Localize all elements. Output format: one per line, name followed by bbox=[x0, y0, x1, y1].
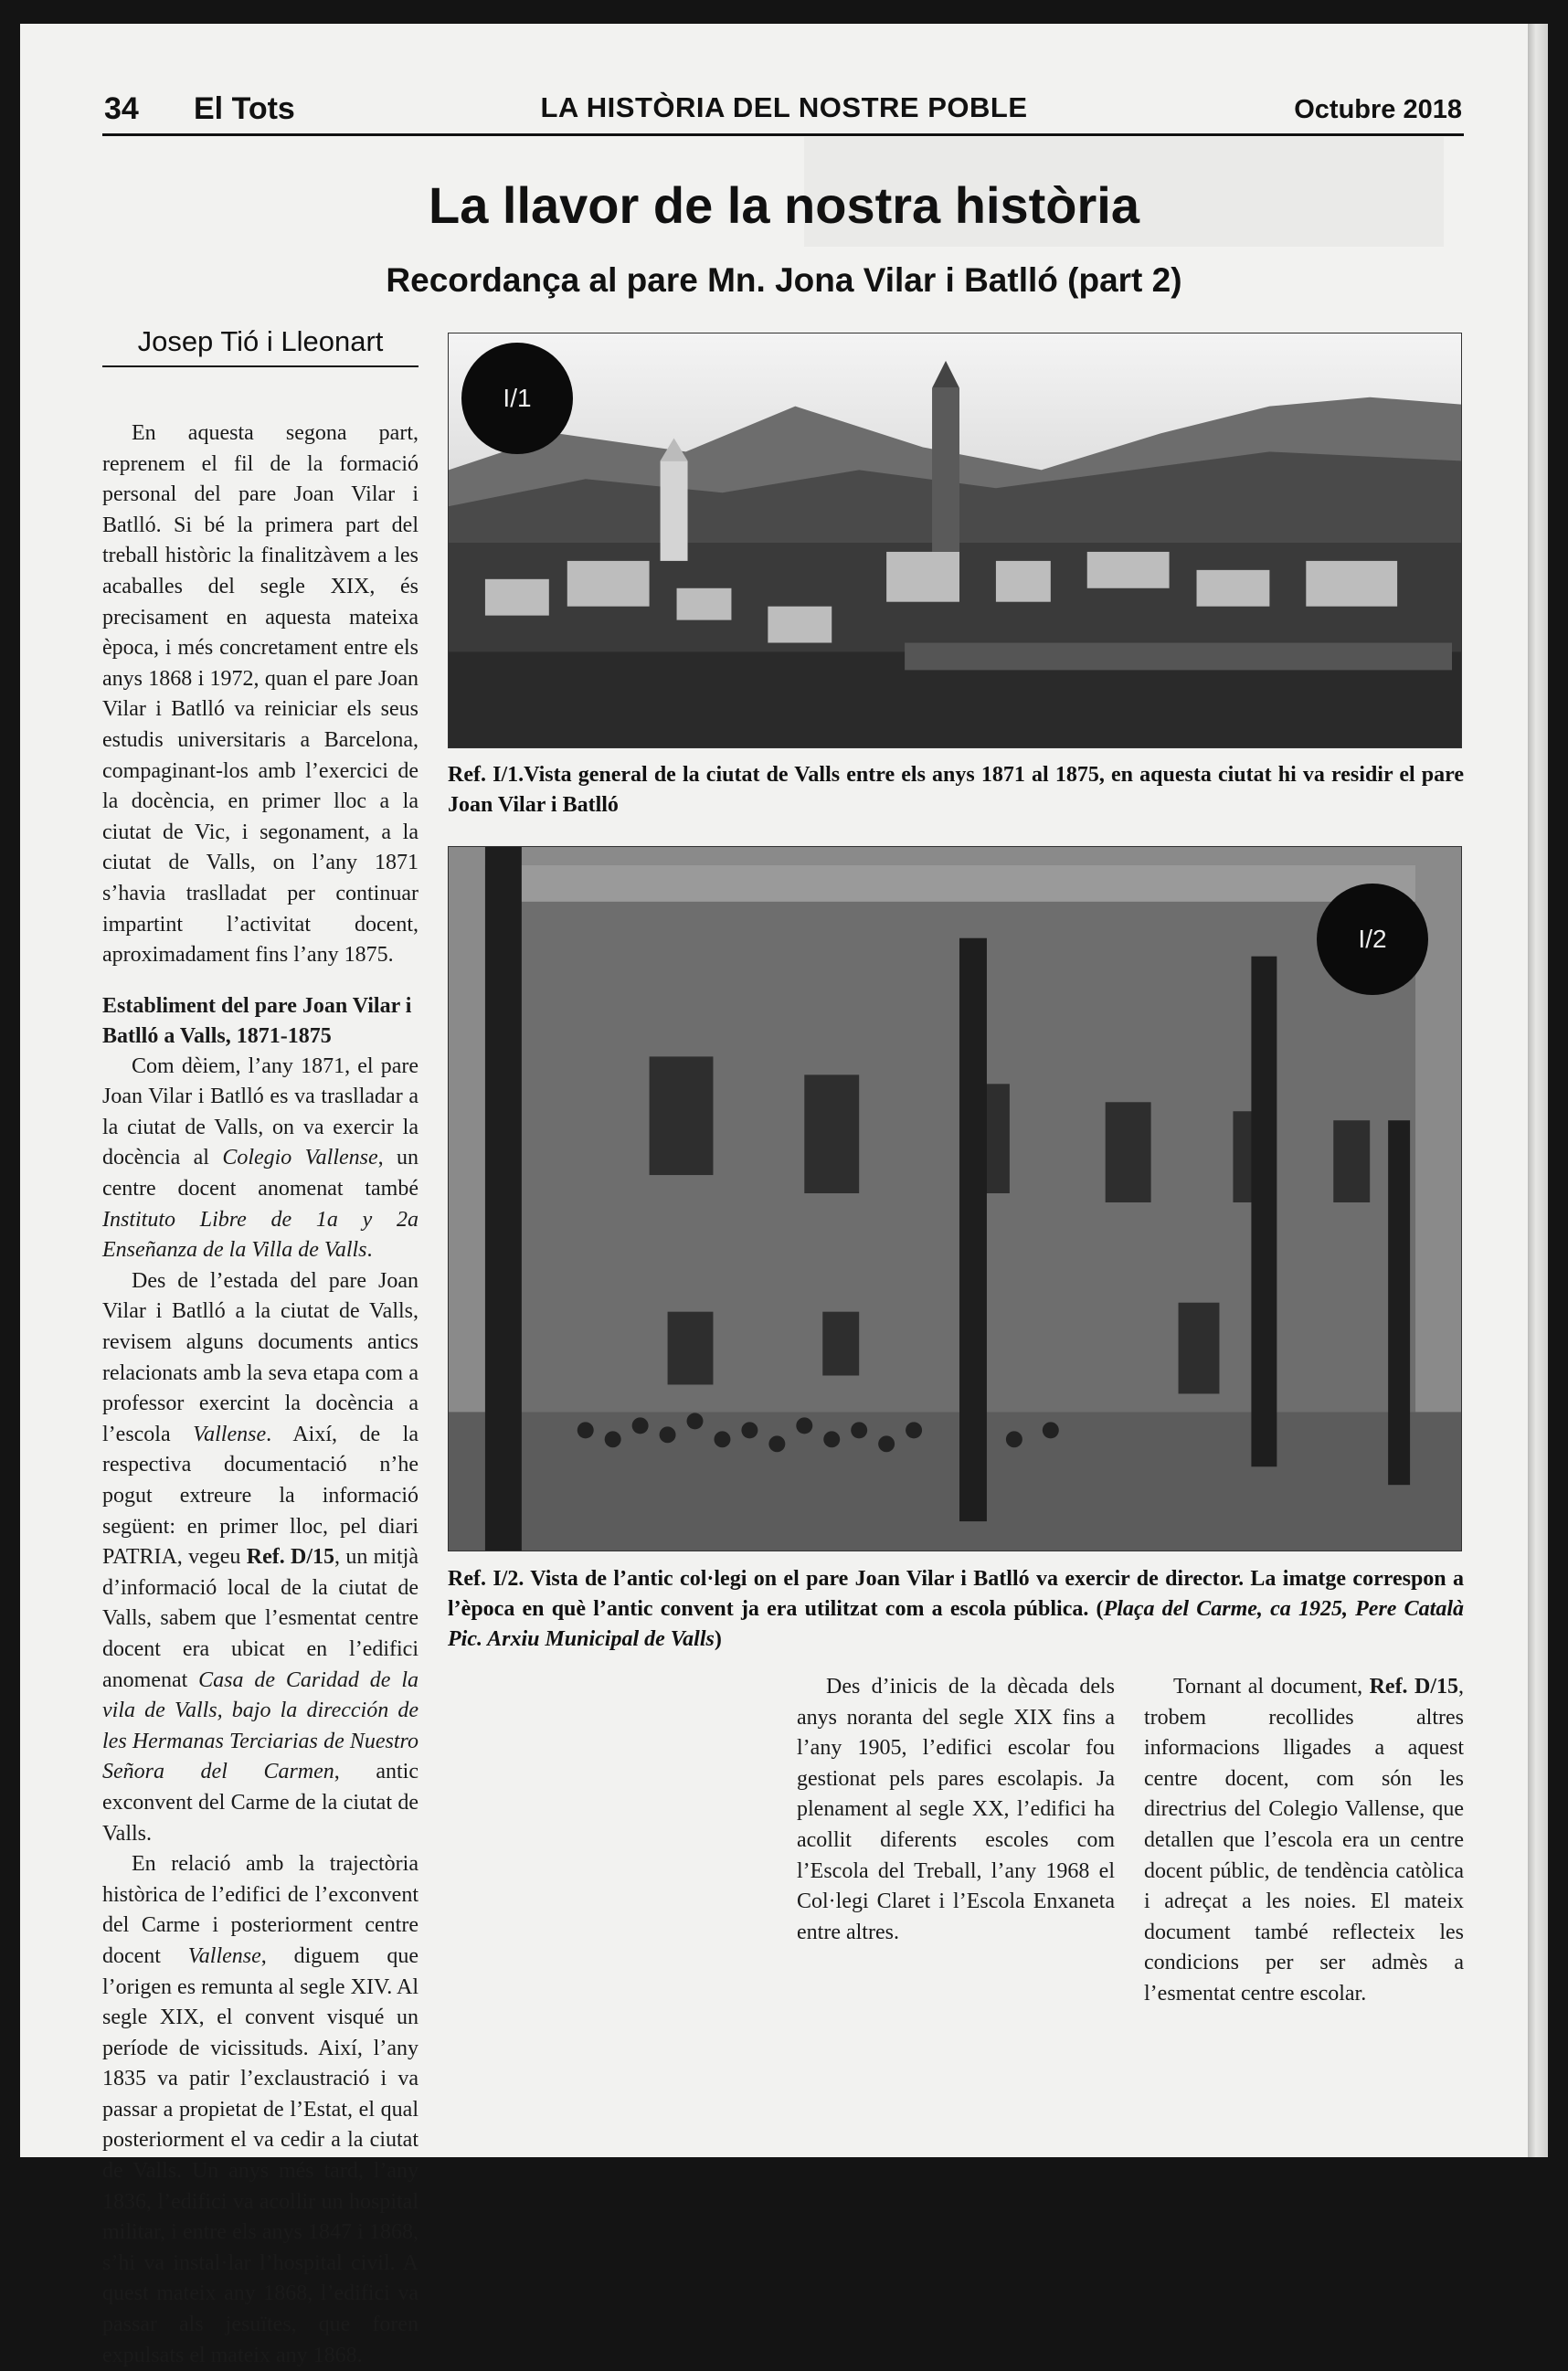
photo-old-college bbox=[448, 846, 1462, 1551]
issue-date: Octubre 2018 bbox=[1294, 95, 1462, 124]
header-rule bbox=[102, 133, 1464, 136]
section-title: LA HISTÒRIA DEL NOSTRE POBLE bbox=[540, 91, 1028, 123]
photo-valls-panorama bbox=[448, 333, 1462, 748]
article-subtitle: Recordança al pare Mn. Jona Vilar i Batlló (part 2) bbox=[386, 261, 1182, 299]
paragraph-2: Com dèiem, l’any 1871, el pare Joan Vilar i Batlló es va traslladar a la ciutat de Valls, on va exercir la docència al Colegio Vallense, un centre docent anomenat també Instituto Libre de 1a y 2a Enseñanza de la Villa de Valls. bbox=[102, 1053, 418, 1263]
article-title: La llavor de la nostra història bbox=[428, 176, 1139, 234]
publication-name: El Tots bbox=[194, 91, 295, 126]
page-number: 34 bbox=[104, 91, 139, 126]
section-heading: Establiment del pare Joan Vilar i Batlló a Valls, 1871-1875 bbox=[102, 993, 412, 1048]
photo-badge-2: I/2 bbox=[1317, 884, 1428, 995]
old-college-image bbox=[449, 847, 1461, 1551]
valls-panorama-image bbox=[449, 333, 1461, 747]
paragraph-6: Tornant al document, Ref. D/15, trobem recollides altres informacions lligades a aquest centre docent, com són les directrius del Colegio Vallense, que detallen que l’escola era un centre docent públic, de tendència catòlica i adreçat a les noies. El mateix document també reflecteix les condicions per ser admès a l’esmentat centre escolar. bbox=[1144, 1675, 1464, 2006]
paragraph-intro: En aquesta segona part, reprenem el fil de la formació personal del pare Joan Vilar i Batlló. Si bé la primera part del treball històric la finalitzàvem a les acaballes del segle XIX, és precisament en aquesta mateixa època, i més concretament entre els anys 1868 i 1972, quan el pare Joan Vilar i Batlló va reiniciar els seus estudis universitaris a Barcelona, compaginant-los amb l’exercici de la docència, en primer lloc a la ciutat de Vic, i segonament, a la ciutat de Valls, on l’any 1871 s’havia traslladat per continuar impartint l’activitat docent, aproximadament fins l’any 1875. bbox=[102, 421, 418, 968]
paragraph-3: Des de l’estada del pare Joan Vilar i Batlló a la ciutat de Valls, revisem alguns documents antics relacionats amb la seva etapa com a professor exercint la docència a l’escola Vallense. Així, de la respectiva documentació n’he pogut extreure la informació següent: en primer lloc, pel diari PATRIA, vegeu Ref. D/15, un mitjà d’informació local de la ciutat de Valls, sabem que l’esmentat centre docent era ubicat en l’edifici anomenat Casa de Caridad de la vila de Valls, bajo la dirección de les Hermanas Terciarias de Nuestro Señora del Carmen, antic exconvent del Carme de la ciutat de Valls. bbox=[102, 1268, 418, 1846]
column-3 bbox=[797, 1672, 1115, 1948]
paragraph-4: En relació amb la trajectòria històrica de l’edifici de l’exconvent del Carme i posteriorment centre docent Vallense, diguem que l’origen es remunta al segle XIV. Al segle XIX, el convent visqué un període de vicissituds. Així, l’any 1835 va patir l’exclaustració i va passar a propietat de l’Estat, el qual posteriorment el va cedir a la ciutat de Valls. Un anys més tard, l’any 1836, l’edifici va acollir un hospital militar, i entre els anys 1847 i 1868, s’hi va instal·lar l’hospital civil. A quest mateix any 1868, l’edifici va passar als jesuïtes, que foren expulsats el mateix any 1868. bbox=[102, 1852, 418, 2367]
photo-caption-2: Ref. I/2. Vista de l’antic col·legi on el pare Joan Vilar i Batlló va exercir de director. La imatge correspon a l’època en què l’antic convent ja era utilitzat com a escola pública. (Plaça del Carme, ca 1925, Pere Català Pic. Arxiu Municipal de Valls) bbox=[448, 1567, 1464, 1651]
column-4 bbox=[1144, 1672, 1464, 2010]
paragraph-5: Des d’inicis de la dècada dels anys noranta del segle XIX fins a l’any 1905, l’edifici escolar fou gestionat pels pares escolapis. Ja plenament al segle XX, l’edifici ha acollit diferents escoles com l’Escola del Treball, l’any 1968 el Col·legi Claret i l’Escola Enxaneta entre altres. bbox=[797, 1675, 1115, 1944]
facing-page-edge bbox=[1528, 24, 1548, 2157]
photo-badge-1: I/1 bbox=[461, 343, 573, 454]
photo-caption-1: Ref. I/1.Vista general de la ciutat de Valls entre els anys 1871 al 1875, en aquesta ciutat hi va residir el pare Joan Vilar i Batlló bbox=[448, 763, 1464, 817]
column-1 bbox=[102, 418, 418, 2371]
article-author: Josep Tió i Lleonart bbox=[102, 325, 418, 367]
